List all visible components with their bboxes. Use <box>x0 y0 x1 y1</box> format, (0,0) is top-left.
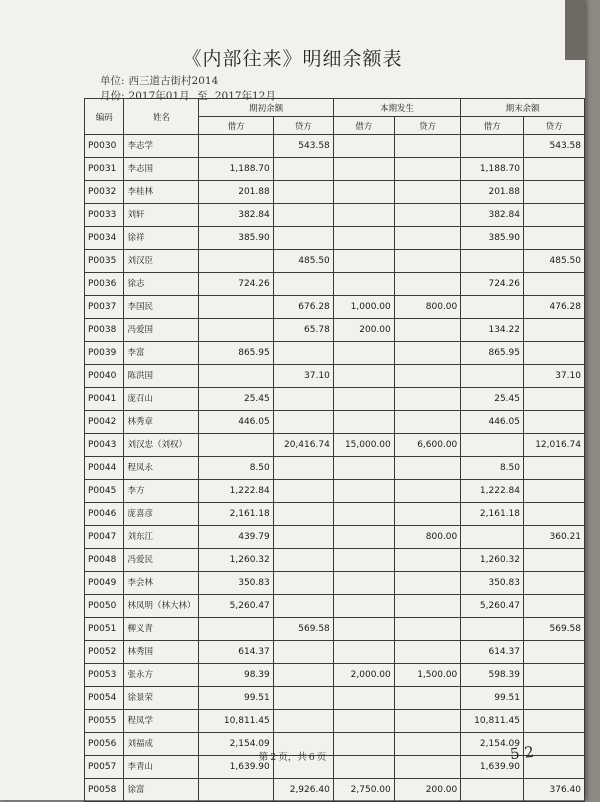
cell-closing-credit <box>523 595 584 618</box>
table-row <box>85 250 585 273</box>
cell-name: 李方 <box>124 480 199 503</box>
page-total: 6 <box>308 752 315 763</box>
cell-closing-debit <box>461 618 524 641</box>
cell-closing-debit: 201.88 <box>461 181 524 204</box>
cell-current-credit <box>394 158 461 181</box>
cell-current-debit: 200.00 <box>333 319 394 342</box>
cell-opening-debit: 8.50 <box>199 457 273 480</box>
cell-opening-debit: 865.95 <box>199 342 273 365</box>
cell-closing-credit <box>523 411 584 434</box>
table-row <box>85 411 585 434</box>
cell-closing-credit: 376.40 <box>523 779 584 802</box>
table-body <box>85 135 585 802</box>
cell-current-debit <box>333 250 394 273</box>
cell-opening-credit <box>273 549 333 572</box>
cell-code: P0054 <box>85 687 124 710</box>
cell-name: 李富 <box>124 342 199 365</box>
cell-current-debit <box>333 135 394 158</box>
cell-closing-credit <box>523 273 584 296</box>
cell-opening-debit <box>199 434 273 457</box>
table-row <box>85 618 585 641</box>
cell-opening-debit: 201.88 <box>199 181 273 204</box>
cell-closing-credit: 37.10 <box>523 365 584 388</box>
cell-closing-credit <box>523 319 584 342</box>
cell-current-credit: 1,500.00 <box>394 664 461 687</box>
cell-current-credit <box>394 710 461 733</box>
cell-opening-debit: 2,161.18 <box>199 503 273 526</box>
cell-current-credit <box>394 204 461 227</box>
page-number: 2 <box>270 752 277 763</box>
cell-current-credit <box>394 687 461 710</box>
cell-current-credit <box>394 388 461 411</box>
cell-current-credit: 200.00 <box>394 779 461 802</box>
cell-name: 冯爱国 <box>124 319 199 342</box>
cell-name: 李青山 <box>124 756 199 779</box>
cell-closing-credit <box>523 227 584 250</box>
table-row <box>85 526 585 549</box>
unit-line <box>100 73 222 88</box>
cell-opening-credit <box>273 595 333 618</box>
cell-current-debit <box>333 388 394 411</box>
table-row <box>85 664 585 687</box>
cell-current-debit <box>333 411 394 434</box>
document-title: 《内部往来》明细余额表 <box>182 48 403 70</box>
table-row <box>85 135 585 158</box>
cell-opening-credit <box>273 641 333 664</box>
cell-code: P0033 <box>85 204 124 227</box>
cell-current-debit <box>333 641 394 664</box>
cell-code: P0048 <box>85 549 124 572</box>
cell-code: P0051 <box>85 618 124 641</box>
cell-closing-credit: 543.58 <box>523 135 584 158</box>
cell-opening-debit: 382.84 <box>199 204 273 227</box>
cell-opening-credit <box>273 158 333 181</box>
cell-current-debit <box>333 342 394 365</box>
cell-current-debit <box>333 204 394 227</box>
cell-closing-debit: 2,161.18 <box>461 503 524 526</box>
cell-opening-credit <box>273 687 333 710</box>
cell-opening-debit: 98.39 <box>199 664 273 687</box>
cell-current-credit <box>394 618 461 641</box>
cell-opening-debit: 99.51 <box>199 687 273 710</box>
cell-closing-debit: 8.50 <box>461 457 524 480</box>
cell-closing-credit <box>523 710 584 733</box>
table-row <box>85 572 585 595</box>
cell-name: 林秀国 <box>124 641 199 664</box>
cell-name: 李志学 <box>124 135 199 158</box>
cell-current-debit <box>333 572 394 595</box>
cell-code: P0034 <box>85 227 124 250</box>
cell-code: P0039 <box>85 342 124 365</box>
cell-current-debit <box>333 480 394 503</box>
cell-opening-debit: 614.37 <box>199 641 273 664</box>
table-row <box>85 480 585 503</box>
cell-current-credit <box>394 135 461 158</box>
cell-opening-debit: 1,260.32 <box>199 549 273 572</box>
cell-name: 冯爱民 <box>124 549 199 572</box>
cell-opening-credit <box>273 227 333 250</box>
cell-name: 刘轩 <box>124 204 199 227</box>
cell-current-credit: 800.00 <box>394 296 461 319</box>
cell-opening-credit <box>273 181 333 204</box>
cell-closing-credit <box>523 687 584 710</box>
cell-opening-debit: 350.83 <box>199 572 273 595</box>
cell-name: 李桂林 <box>124 181 199 204</box>
cell-closing-debit: 1,188.70 <box>461 158 524 181</box>
cell-closing-debit <box>461 296 524 319</box>
cell-closing-credit <box>523 480 584 503</box>
col-header-current-debit: 借方 <box>333 117 394 135</box>
cell-closing-debit: 598.39 <box>461 664 524 687</box>
cell-opening-debit: 1,222.84 <box>199 480 273 503</box>
cell-name: 徐景荣 <box>124 687 199 710</box>
col-header-current-credit: 贷方 <box>394 117 461 135</box>
cell-opening-credit: 2,926.40 <box>273 779 333 802</box>
cell-closing-credit: 12,016.74 <box>523 434 584 457</box>
cell-closing-debit: 446.05 <box>461 411 524 434</box>
cell-opening-credit <box>273 388 333 411</box>
cell-name: 李会林 <box>124 572 199 595</box>
cell-opening-credit <box>273 273 333 296</box>
cell-opening-credit <box>273 480 333 503</box>
cell-current-debit: 15,000.00 <box>333 434 394 457</box>
cell-closing-credit <box>523 641 584 664</box>
cell-opening-credit: 20,416.74 <box>273 434 333 457</box>
cell-closing-credit: 476.28 <box>523 296 584 319</box>
table-row <box>85 204 585 227</box>
cell-name: 程凤学 <box>124 710 199 733</box>
cell-current-debit: 1,000.00 <box>333 296 394 319</box>
cell-closing-debit: 99.51 <box>461 687 524 710</box>
cell-name: 林凤明（林大林） <box>124 595 199 618</box>
cell-current-credit: 800.00 <box>394 526 461 549</box>
table-row <box>85 710 585 733</box>
cell-current-debit <box>333 618 394 641</box>
cell-current-debit <box>333 595 394 618</box>
cell-closing-debit: 385.90 <box>461 227 524 250</box>
table-row <box>85 319 585 342</box>
handwritten-note: 5 2 <box>509 742 535 764</box>
unit-value: 西三道古街村2014 <box>128 75 219 87</box>
table-row <box>85 365 585 388</box>
cell-closing-credit <box>523 342 584 365</box>
cell-opening-credit <box>273 526 333 549</box>
page-mid: 页，共 <box>278 752 307 763</box>
cell-closing-debit: 10,811.45 <box>461 710 524 733</box>
cell-current-credit <box>394 273 461 296</box>
cell-current-credit <box>394 457 461 480</box>
cell-opening-debit: 5,260.47 <box>199 595 273 618</box>
cell-name: 陈洪国 <box>124 365 199 388</box>
cell-name: 柳义青 <box>124 618 199 641</box>
table-row <box>85 296 585 319</box>
cell-current-debit <box>333 365 394 388</box>
table-header <box>85 99 585 135</box>
cell-opening-debit <box>199 135 273 158</box>
table-row <box>85 273 585 296</box>
table-row <box>85 342 585 365</box>
cell-opening-debit: 2,154.09 <box>199 733 273 756</box>
cell-name: 刘福成 <box>124 733 199 756</box>
cell-code: P0046 <box>85 503 124 526</box>
cell-code: P0055 <box>85 710 124 733</box>
cell-current-debit <box>333 227 394 250</box>
cell-opening-credit: 569.58 <box>273 618 333 641</box>
cell-closing-debit <box>461 135 524 158</box>
cell-current-debit <box>333 273 394 296</box>
cell-opening-debit: 10,811.45 <box>199 710 273 733</box>
cell-opening-credit <box>273 457 333 480</box>
cell-current-credit <box>394 549 461 572</box>
page-footer <box>0 749 585 763</box>
cell-closing-debit: 25.45 <box>461 388 524 411</box>
cell-closing-debit: 350.83 <box>461 572 524 595</box>
page-suffix: 页 <box>316 752 327 763</box>
cell-current-debit <box>333 710 394 733</box>
table-row <box>85 549 585 572</box>
cell-opening-debit: 1,188.70 <box>199 158 273 181</box>
cell-current-debit <box>333 549 394 572</box>
cell-code: P0045 <box>85 480 124 503</box>
col-header-closing: 期末余额 <box>461 99 585 117</box>
cell-code: P0030 <box>85 135 124 158</box>
cell-code: P0035 <box>85 250 124 273</box>
cell-code: P0037 <box>85 296 124 319</box>
cell-code: P0044 <box>85 457 124 480</box>
cell-closing-debit: 1,639.90 <box>461 756 524 779</box>
cell-current-credit <box>394 595 461 618</box>
cell-closing-credit: 485.50 <box>523 250 584 273</box>
cell-code: P0050 <box>85 595 124 618</box>
cell-code: P0031 <box>85 158 124 181</box>
cell-closing-credit <box>523 457 584 480</box>
cell-closing-credit: 569.58 <box>523 618 584 641</box>
cell-opening-credit: 485.50 <box>273 250 333 273</box>
cell-opening-credit: 37.10 <box>273 365 333 388</box>
cell-closing-credit <box>523 388 584 411</box>
cell-code: P0038 <box>85 319 124 342</box>
cell-closing-debit <box>461 779 524 802</box>
cell-opening-debit <box>199 365 273 388</box>
cell-name: 徐富 <box>124 779 199 802</box>
cell-closing-credit <box>523 572 584 595</box>
cell-opening-credit <box>273 664 333 687</box>
table-row <box>85 457 585 480</box>
table-row <box>85 687 585 710</box>
col-header-name: 姓名 <box>124 99 199 135</box>
table-row <box>85 641 585 664</box>
cell-opening-debit <box>199 250 273 273</box>
cell-opening-credit <box>273 572 333 595</box>
cell-opening-credit <box>273 411 333 434</box>
cell-code: P0052 <box>85 641 124 664</box>
cell-code: P0041 <box>85 388 124 411</box>
cell-opening-credit <box>273 710 333 733</box>
cell-current-credit <box>394 227 461 250</box>
cell-opening-debit: 25.45 <box>199 388 273 411</box>
cell-current-credit <box>394 342 461 365</box>
cell-current-credit <box>394 503 461 526</box>
cell-name: 刘汉忠（刘权） <box>124 434 199 457</box>
cell-current-credit <box>394 319 461 342</box>
table-row <box>85 227 585 250</box>
cell-code: P0036 <box>85 273 124 296</box>
cell-opening-debit <box>199 618 273 641</box>
cell-closing-debit <box>461 250 524 273</box>
cell-current-debit: 2,750.00 <box>333 779 394 802</box>
cell-current-credit <box>394 411 461 434</box>
col-header-code: 编码 <box>85 99 124 135</box>
cell-current-credit <box>394 480 461 503</box>
cell-current-credit <box>394 365 461 388</box>
cell-closing-credit <box>523 181 584 204</box>
cell-opening-debit <box>199 319 273 342</box>
cell-opening-debit <box>199 296 273 319</box>
cell-name: 刘东江 <box>124 526 199 549</box>
cell-closing-debit: 2,154.09 <box>461 733 524 756</box>
cell-name: 庞喜彦 <box>124 503 199 526</box>
cell-name: 李国民 <box>124 296 199 319</box>
cell-code: P0043 <box>85 434 124 457</box>
cell-current-credit <box>394 250 461 273</box>
period-label: 月份: <box>100 90 125 102</box>
col-header-opening: 期初余额 <box>199 99 333 117</box>
cell-code: P0049 <box>85 572 124 595</box>
cell-opening-credit: 65.78 <box>273 319 333 342</box>
cell-current-credit <box>394 181 461 204</box>
cell-name: 李志国 <box>124 158 199 181</box>
cell-code: P0053 <box>85 664 124 687</box>
table-row <box>85 595 585 618</box>
cell-current-debit <box>333 158 394 181</box>
cell-closing-debit <box>461 526 524 549</box>
unit-label: 单位: <box>100 75 125 87</box>
cell-closing-credit <box>523 158 584 181</box>
cell-code: P0056 <box>85 733 124 756</box>
cell-opening-credit <box>273 204 333 227</box>
cell-closing-debit: 1,260.32 <box>461 549 524 572</box>
table-row <box>85 181 585 204</box>
cell-closing-debit <box>461 434 524 457</box>
cell-current-credit: 6,600.00 <box>394 434 461 457</box>
cell-opening-debit <box>199 779 273 802</box>
cell-closing-debit <box>461 365 524 388</box>
col-header-closing-credit: 贷方 <box>523 117 584 135</box>
cell-name: 徐祥 <box>124 227 199 250</box>
cell-closing-debit: 134.22 <box>461 319 524 342</box>
cell-name: 刘汉臣 <box>124 250 199 273</box>
cell-current-debit: 2,000.00 <box>333 664 394 687</box>
cell-closing-debit: 5,260.47 <box>461 595 524 618</box>
cell-current-credit <box>394 572 461 595</box>
cell-code: P0032 <box>85 181 124 204</box>
cell-opening-debit: 446.05 <box>199 411 273 434</box>
table-row <box>85 158 585 181</box>
cell-opening-credit <box>273 342 333 365</box>
cell-current-debit <box>333 181 394 204</box>
cell-code: P0057 <box>85 756 124 779</box>
cell-closing-debit: 382.84 <box>461 204 524 227</box>
cell-closing-credit <box>523 503 584 526</box>
cell-opening-debit: 724.26 <box>199 273 273 296</box>
cell-closing-debit: 614.37 <box>461 641 524 664</box>
cell-opening-credit: 543.58 <box>273 135 333 158</box>
table-row <box>85 388 585 411</box>
cell-current-credit <box>394 641 461 664</box>
cell-code: P0042 <box>85 411 124 434</box>
cell-name: 徐志 <box>124 273 199 296</box>
cell-code: P0058 <box>85 779 124 802</box>
cell-closing-debit: 1,222.84 <box>461 480 524 503</box>
period-to-label: 至 <box>196 90 208 102</box>
period-to: 2017年12月 <box>214 90 276 102</box>
cell-opening-credit <box>273 503 333 526</box>
col-header-closing-debit: 借方 <box>461 117 524 135</box>
cell-closing-credit <box>523 204 584 227</box>
col-header-current: 本期发生 <box>333 99 460 117</box>
table-row <box>85 779 585 802</box>
col-header-opening-debit: 借方 <box>199 117 273 135</box>
period-from: 2017年01月 <box>128 90 190 102</box>
cell-name: 张永方 <box>124 664 199 687</box>
balance-table <box>84 98 585 802</box>
cell-opening-debit: 385.90 <box>199 227 273 250</box>
cell-current-debit <box>333 457 394 480</box>
cell-code: P0047 <box>85 526 124 549</box>
cell-closing-debit: 865.95 <box>461 342 524 365</box>
col-header-opening-credit: 贷方 <box>273 117 333 135</box>
cell-closing-credit <box>523 664 584 687</box>
cell-opening-debit: 439.79 <box>199 526 273 549</box>
cell-code: P0040 <box>85 365 124 388</box>
cell-closing-credit: 360.21 <box>523 526 584 549</box>
cell-current-debit <box>333 526 394 549</box>
cell-closing-debit: 724.26 <box>461 273 524 296</box>
cell-name: 林秀章 <box>124 411 199 434</box>
table-row <box>85 434 585 457</box>
page-prefix: 第 <box>258 752 269 763</box>
cell-name: 庞召山 <box>124 388 199 411</box>
table-row <box>85 503 585 526</box>
cell-name: 程凤永 <box>124 457 199 480</box>
cell-opening-debit: 1,639.90 <box>199 756 273 779</box>
cell-current-debit <box>333 503 394 526</box>
cell-closing-credit <box>523 549 584 572</box>
cell-current-debit <box>333 687 394 710</box>
cell-opening-credit: 676.28 <box>273 296 333 319</box>
